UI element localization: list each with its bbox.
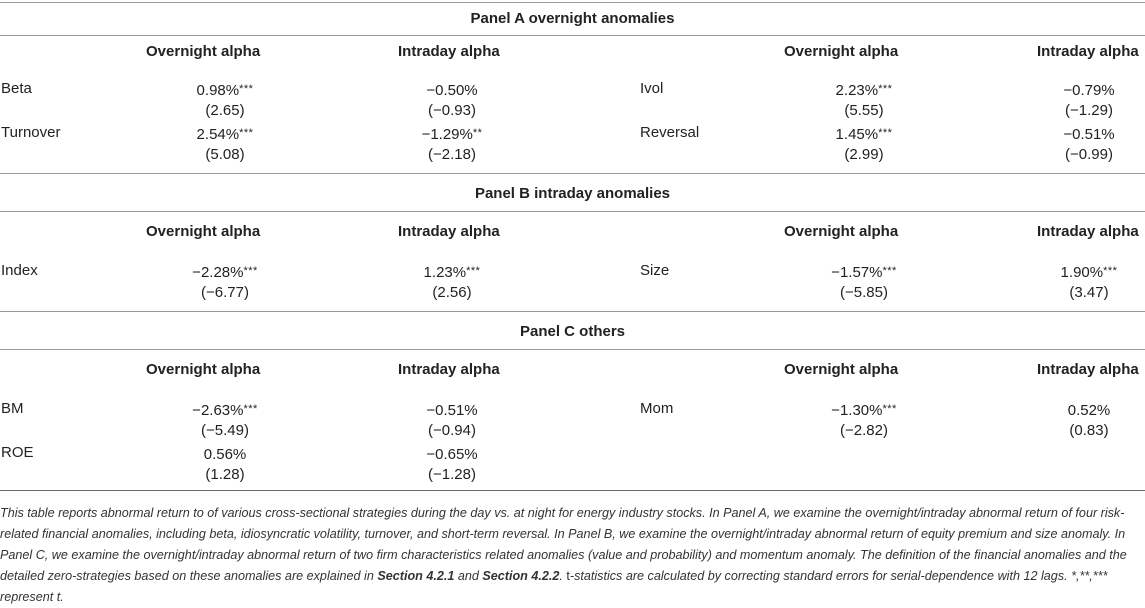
- intraday-alpha-value: 1.90%*** (3.47): [1060, 264, 1118, 301]
- row-label: Reversal: [640, 124, 700, 141]
- col-head-overnight-left: Overnight alpha: [146, 223, 261, 240]
- intraday-alpha-value: −0.51% (−0.99): [1063, 126, 1115, 163]
- overnight-alpha-value: −2.63%*** (−5.49): [192, 402, 258, 439]
- overnight-alpha-value: −1.57%*** (−5.85): [831, 264, 897, 301]
- row-label: Mom: [640, 400, 674, 417]
- panel-b-title: Panel B intraday anomalies: [474, 185, 671, 202]
- overnight-alpha-value: 0.56% (1.28): [203, 446, 247, 483]
- overnight-alpha-value: −1.30%*** (−2.82): [831, 402, 897, 439]
- col-head-overnight-left: Overnight alpha: [146, 43, 261, 60]
- row-label: Turnover: [1, 124, 61, 141]
- col-head-intraday-left: Intraday alpha: [398, 43, 500, 60]
- rule-panel-c-title: [0, 349, 1145, 350]
- rule-panel-b-title: [0, 211, 1145, 212]
- rule-table-bottom: [0, 490, 1145, 491]
- overnight-alpha-value: 2.23%*** (5.55): [835, 82, 893, 119]
- overnight-alpha-value: 1.45%*** (2.99): [835, 126, 893, 163]
- row-label: Size: [640, 262, 670, 279]
- row-label: Beta: [1, 80, 32, 97]
- col-head-intraday-right: Intraday alpha: [1037, 43, 1139, 60]
- rule-panel-a-title: [0, 35, 1145, 36]
- row-label: Index: [1, 262, 38, 279]
- intraday-alpha-value: −0.79% (−1.29): [1063, 82, 1115, 119]
- rule-panel-b-end: [0, 311, 1145, 312]
- rule-top: [0, 2, 1145, 3]
- col-head-overnight-right: Overnight alpha: [784, 361, 899, 378]
- panel-c-title: Panel C others: [519, 323, 626, 340]
- col-head-overnight-right: Overnight alpha: [784, 43, 899, 60]
- table-footnote: This table reports abnormal return to of various cross-sectional strategies during the day vs. at night for energy industry stocks. In Panel A, we examine the overnight/intraday abnormal return of four risk-related financial anomalies, including beta, idiosyncratic volatility, turnover, and short-term reversal. In Panel B, we examine the overnight/intraday abnormal return of equity premium and size anomaly. In Panel C, we examine the overnight/intraday abnormal return of two firm characteristics related anomalies (value and probability) and momentum anomaly. The definition of the financial anomalies and the detailed zero-strategies based on these anomalies are explained in Section 4.2.1 and Section 4.2.2. t-statistics are calculated by correcting standard errors for serial-dependence with 12 lags. *,**,*** represent t.: [0, 506, 1127, 604]
- row-label: Ivol: [640, 80, 664, 97]
- col-head-intraday-right: Intraday alpha: [1037, 223, 1139, 240]
- row-label: ROE: [1, 444, 34, 461]
- col-head-intraday-left: Intraday alpha: [398, 361, 500, 378]
- col-head-intraday-left: Intraday alpha: [398, 223, 500, 240]
- overnight-alpha-value: 2.54%*** (5.08): [196, 126, 254, 163]
- intraday-alpha-value: 0.52% (0.83): [1067, 402, 1111, 439]
- col-head-intraday-right: Intraday alpha: [1037, 361, 1139, 378]
- panel-a-title: Panel A overnight anomalies: [470, 10, 675, 27]
- col-head-overnight-left: Overnight alpha: [146, 361, 261, 378]
- rule-panel-a-end: [0, 173, 1145, 174]
- intraday-alpha-value: −0.50% (−0.93): [426, 82, 478, 119]
- overnight-alpha-value: 0.98%*** (2.65): [196, 82, 254, 119]
- section-link-4-2-2: Section 4.2.2: [482, 569, 560, 583]
- intraday-alpha-value: −1.29%** (−2.18): [421, 126, 483, 163]
- overnight-alpha-value: −2.28%*** (−6.77): [192, 264, 258, 301]
- intraday-alpha-value: −0.65% (−1.28): [426, 446, 478, 483]
- row-label: BM: [1, 400, 24, 417]
- intraday-alpha-value: −0.51% (−0.94): [426, 402, 478, 439]
- col-head-overnight-right: Overnight alpha: [784, 223, 899, 240]
- section-link-4-2-1: Section 4.2.1: [377, 569, 455, 583]
- intraday-alpha-value: 1.23%*** (2.56): [423, 264, 481, 301]
